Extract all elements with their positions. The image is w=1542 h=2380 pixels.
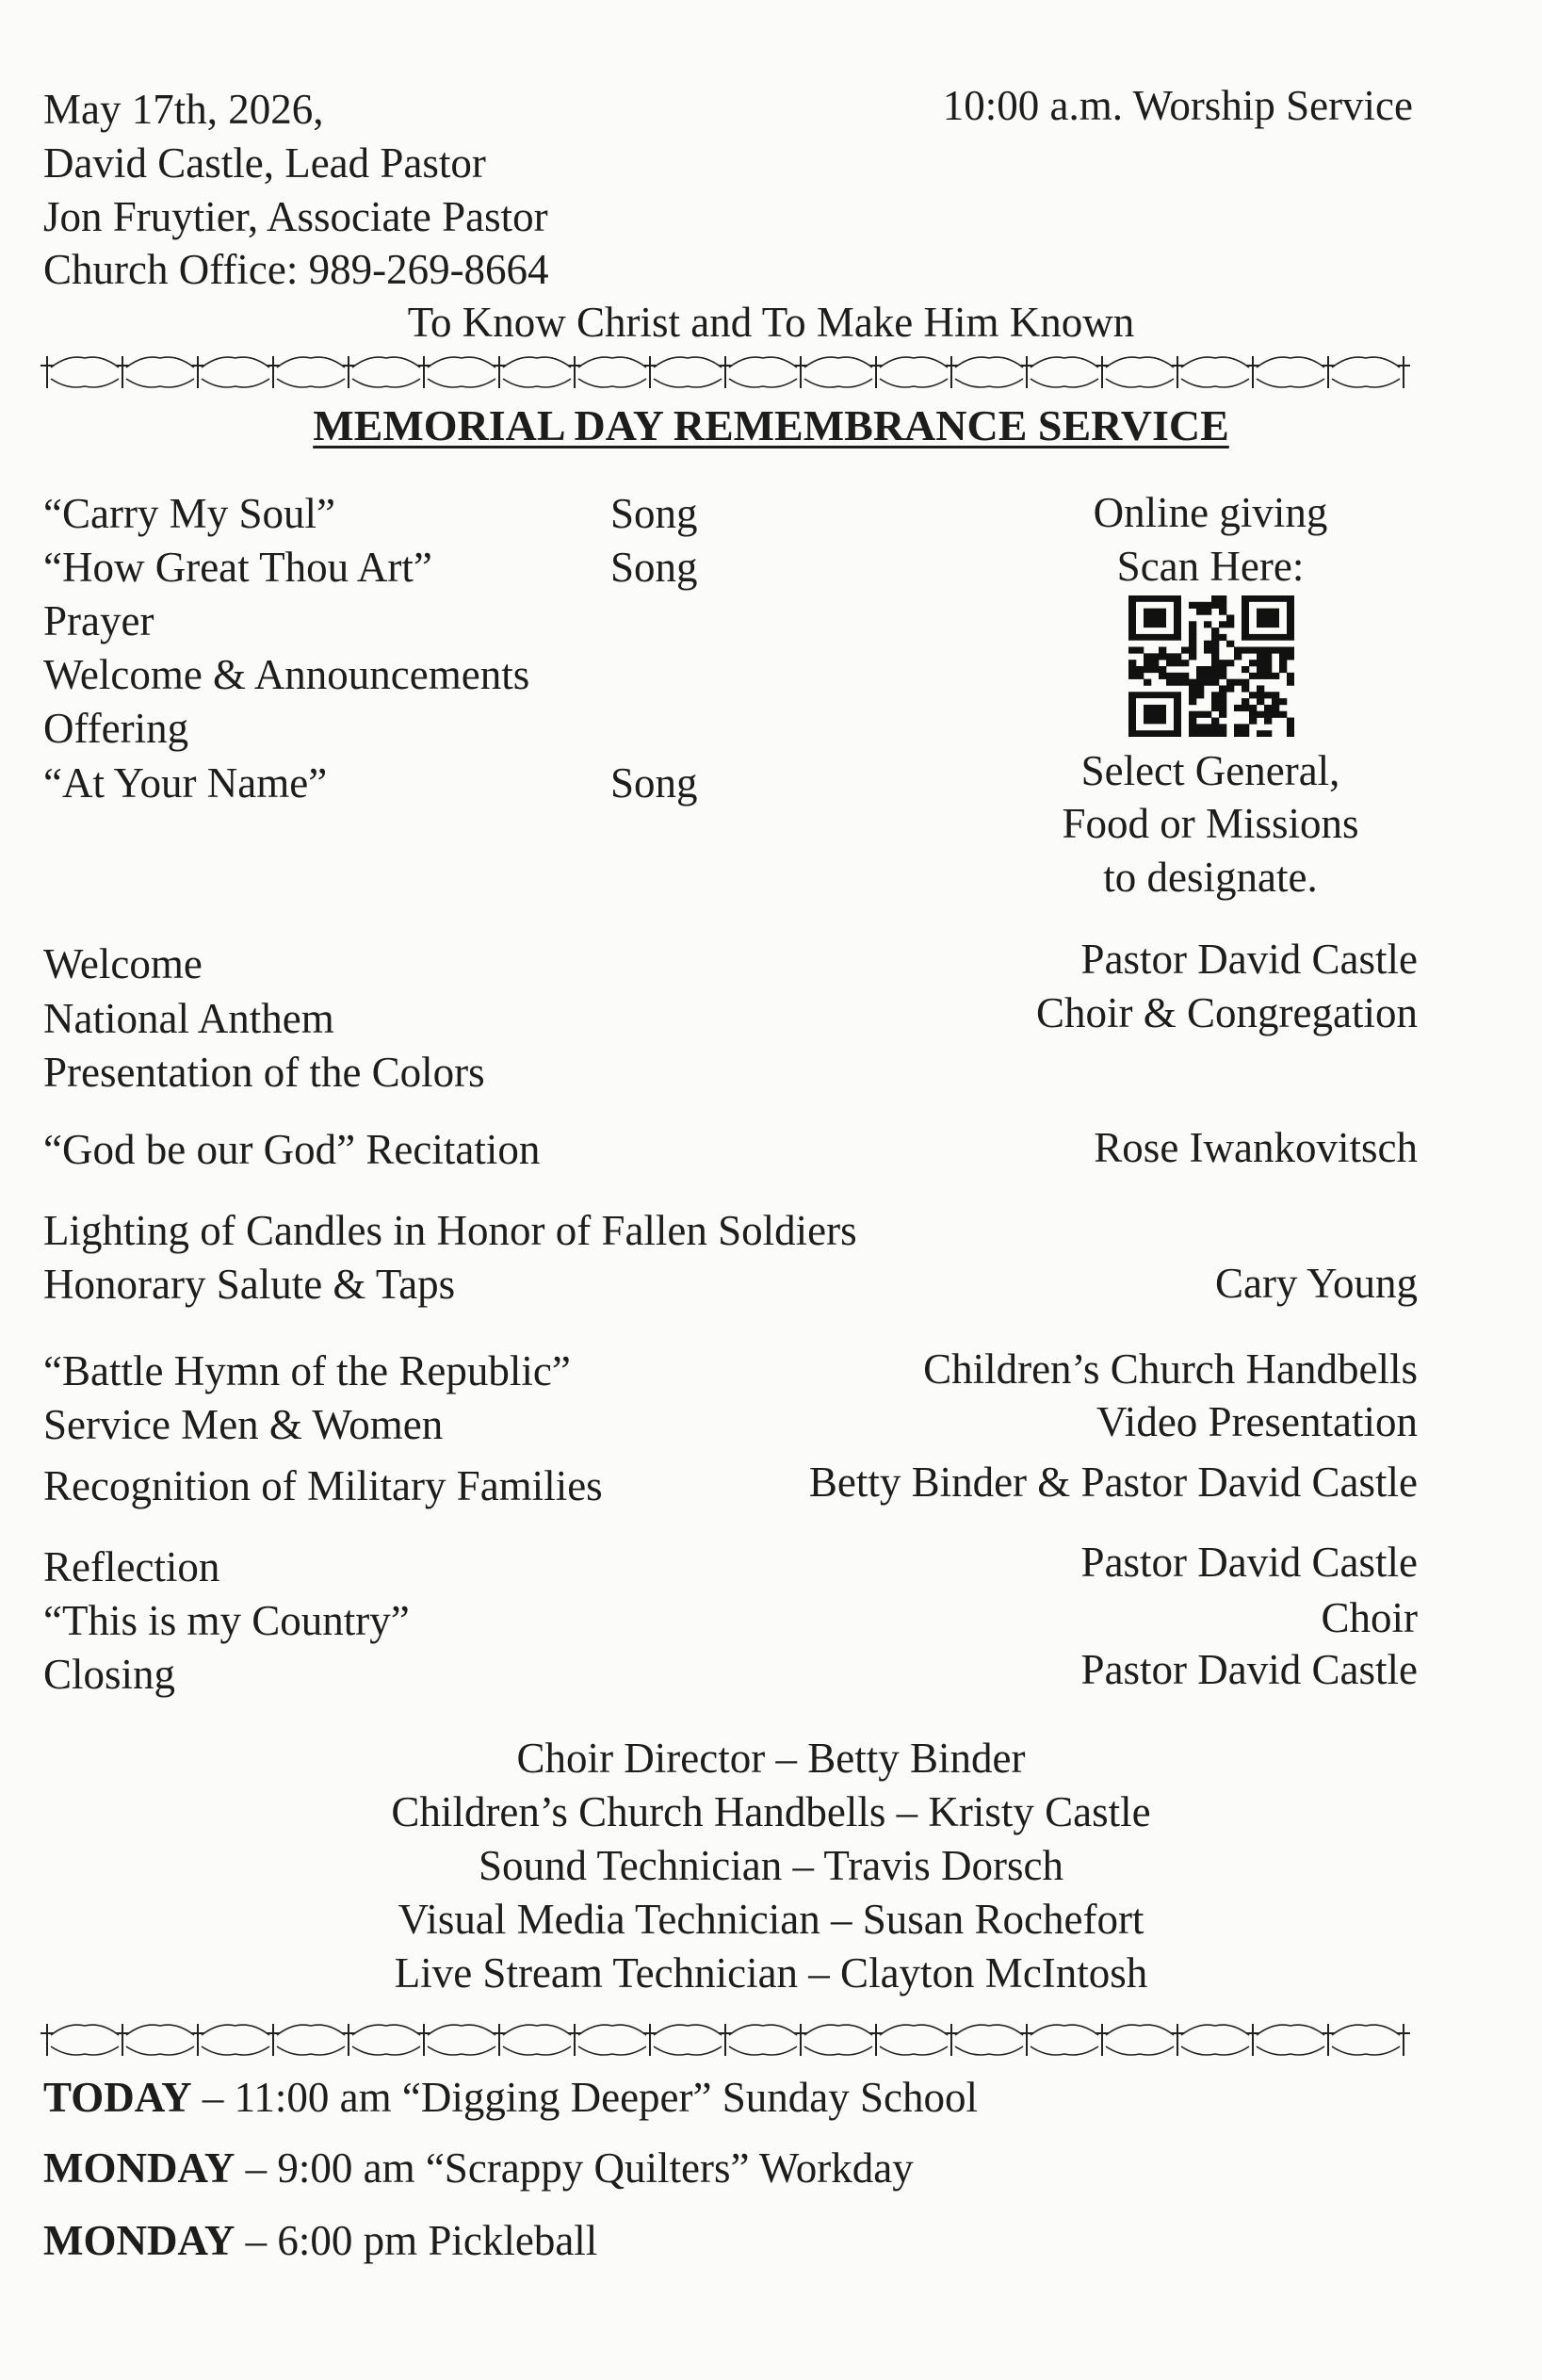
weekly-event-details: – 6:00 pm Pickleball	[235, 2217, 598, 2264]
program-leader: Children’s Church Handbells	[923, 1345, 1418, 1393]
worship-item: “At Your Name”	[43, 759, 328, 807]
weekly-event	[43, 2142, 914, 2194]
worship-item: Offering	[43, 705, 189, 752]
weekly-event-day: TODAY	[43, 2074, 192, 2121]
weekly-event-details: – 11:00 am “Digging Deeper” Sunday School	[191, 2074, 978, 2121]
program-item: “This is my Country”	[43, 1597, 410, 1644]
service-time: 10:00 a.m. Worship Service	[942, 82, 1413, 129]
program-item: Reflection	[43, 1543, 220, 1590]
program-leader: Pastor David Castle	[1080, 1539, 1418, 1586]
credit-line: Choir Director – Betty Binder	[516, 1735, 1026, 1782]
program-leader: Pastor David Castle	[1080, 936, 1418, 983]
service-date: May 17th, 2026,	[43, 86, 324, 133]
worship-item: Welcome & Announcements	[43, 651, 530, 698]
church-office-phone: Church Office: 989-269-8664	[43, 246, 549, 293]
program-leader: Pastor David Castle	[1080, 1646, 1418, 1693]
program-item: Presentation of the Colors	[43, 1049, 485, 1096]
weekly-event-day: MONDAY	[43, 2217, 235, 2264]
giving-scan-label: Scan Here:	[1116, 543, 1305, 590]
program-item: National Anthem	[43, 995, 334, 1042]
program-item: Lighting of Candles in Honor of Fallen Soldiers	[43, 1207, 857, 1254]
program-item: Service Men & Women	[43, 1401, 444, 1448]
giving-heading: Online giving	[1093, 489, 1328, 536]
worship-item: Prayer	[43, 597, 154, 644]
program-leader: Cary Young	[1214, 1260, 1418, 1307]
program-item: “God be our God” Recitation	[43, 1126, 541, 1173]
cross-border-top	[38, 349, 1432, 396]
credit-line: Children’s Church Handbells – Kristy Castle	[391, 1788, 1151, 1835]
credit-line: Live Stream Technician – Clayton McIntosh	[394, 1949, 1148, 1997]
qr-code-icon[interactable]	[1128, 595, 1294, 737]
weekly-event-details: – 9:00 am “Scrappy Quilters” Workday	[235, 2144, 914, 2192]
program-leader: Betty Binder & Pastor David Castle	[808, 1459, 1418, 1506]
worship-item: “Carry My Soul”	[43, 490, 335, 537]
credit-line: Visual Media Technician – Susan Rochefort	[398, 1896, 1144, 1943]
program-item: Welcome	[43, 940, 203, 987]
program-leader: Choir	[1321, 1594, 1418, 1641]
weekly-event-day: MONDAY	[43, 2144, 235, 2192]
program-leader: Video Presentation	[1096, 1398, 1418, 1445]
worship-item-type: Song	[610, 544, 698, 591]
service-title: MEMORIAL DAY REMEMBRANCE SERVICE	[313, 401, 1229, 449]
program-item: Recognition of Military Families	[43, 1462, 603, 1509]
cross-border-bottom	[38, 2016, 1432, 2063]
program-item: “Battle Hymn of the Republic”	[43, 1347, 571, 1394]
program-item: Honorary Salute & Taps	[43, 1261, 456, 1308]
program-leader: Rose Iwankovitsch	[1094, 1124, 1418, 1171]
associate-pastor: Jon Fruytier, Associate Pastor	[43, 193, 548, 240]
weekly-event	[43, 2214, 597, 2267]
giving-note-3: to designate.	[1103, 854, 1318, 901]
program-leader: Choir & Congregation	[1036, 989, 1418, 1036]
lead-pastor: David Castle, Lead Pastor	[43, 139, 486, 187]
worship-item-type: Song	[610, 490, 698, 537]
worship-item: “How Great Thou Art”	[43, 544, 432, 591]
credit-line: Sound Technician – Travis Dorsch	[479, 1842, 1063, 1889]
weekly-event	[43, 2071, 978, 2124]
program-item: Closing	[43, 1651, 176, 1698]
giving-note-1: Select General,	[1080, 747, 1340, 794]
worship-item-type: Song	[610, 759, 698, 807]
giving-note-2: Food or Missions	[1062, 800, 1359, 847]
church-motto: To Know Christ and To Make Him Known	[407, 299, 1135, 346]
